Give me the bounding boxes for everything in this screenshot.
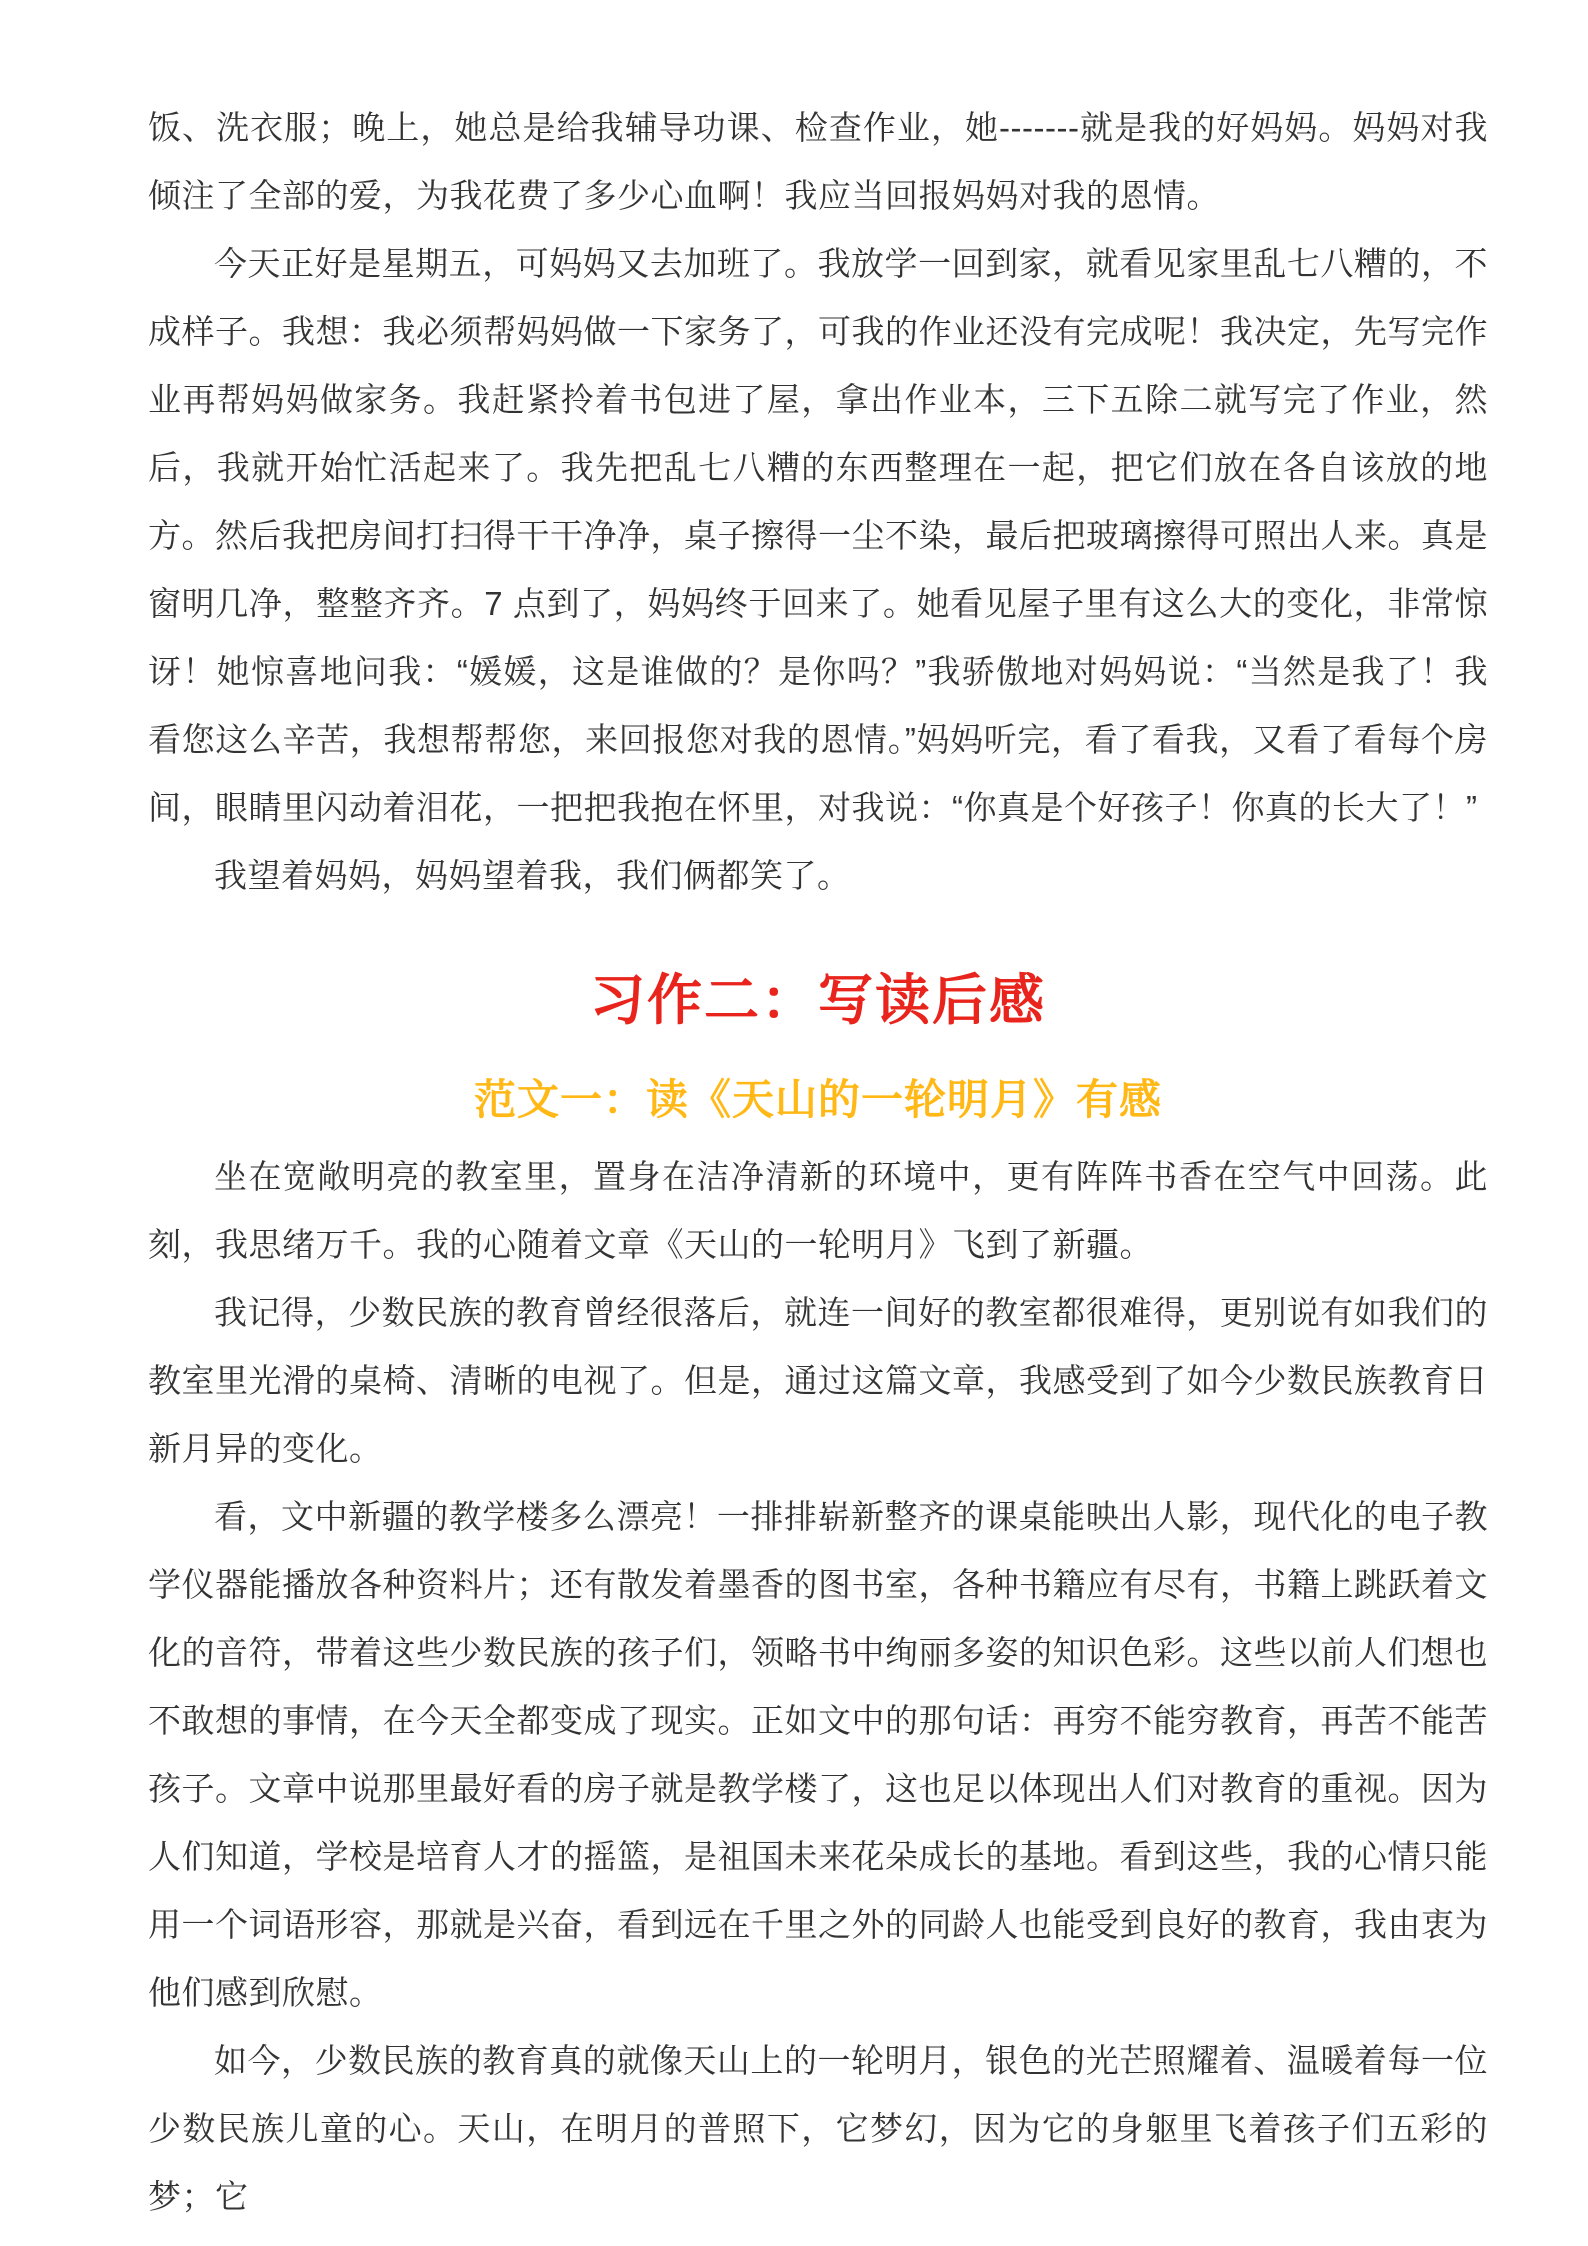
essay1-paragraph-friday: 今天正好是星期五，可妈妈又去加班了。我放学一回到家，就看见家里乱七八糟的，不成样子。我想：我必须帮妈妈做一下家务了，可我的作业还没有完成呢！我决定，先写完作业再帮妈妈做家务。我赶紧拎着书包进了屋，拿出作业本，三下五除二就写完了作业，然后，我就开始忙活起来了。我先把乱七八糟的东西整理在一起，把它们放在各自该放的地方。然后我把房间打扫得干干净净，桌子擦得一尘不染，最后把玻璃擦得可照出人来。真是窗明几净，整整齐齐。7 点到了，妈妈终于回来了。她看见屋子里有这么大的变化，非常惊讶！她惊喜地问我：“媛媛，这是谁做的？是你吗？”我骄傲地对妈妈说：“当然是我了！我看您这么辛苦，我想帮帮您，来回报您对我的恩情。”妈妈听完，看了看我，又看了看每个房间，眼睛里闪动着泪花，一把把我抱在怀里，对我说：“你真是个好孩子！你真的长大了！”: [148, 245, 1488, 826]
essay2-paragraph-school: 看，文中新疆的教学楼多么漂亮！一排排崭新整齐的课桌能映出人影，现代化的电子教学仪器能播放各种资料片；还有散发着墨香的图书室，各种书籍应有尽有，书籍上跳跃着文化的音符，带着这些少数民族的孩子们，领略书中绚丽多姿的知识色彩。这些以前人们想也不敢想的事情，在今天全都变成了现实。正如文中的那句话：再穷不能穷教育，再苦不能苦孩子。文章中说那里最好看的房子就是教学楼了，这也足以体现出人们对教育的重视。因为人们知道，学校是培育人才的摇篮，是祖国未来花朵成长的基地。看到这些，我的心情只能用一个词语形容，那就是兴奋，看到远在千里之外的同龄人也能受到良好的教育，我由衷为他们感到欣慰。: [148, 1498, 1488, 2011]
essay2-paragraph-moon: 如今，少数民族的教育真的就像天山上的一轮明月，银色的光芒照耀着、温暖着每一位少数民族儿童的心。天山，在明月的普照下，它梦幻，因为它的身躯里飞着孩子们五彩的梦；它: [148, 2042, 1488, 2215]
section-title: 习作二：写读后感: [589, 969, 1046, 1031]
essay1-paragraph-continuation: 饭、洗衣服；晚上，她总是给我辅导功课、检查作业，她-------就是我的好妈妈。妈妈对我倾注了全部的爱，为我花费了多少心血啊！我应当回报妈妈对我的恩情。: [148, 109, 1488, 214]
section-subtitle: 范文一：读《天山的一轮明月》有感: [473, 1076, 1162, 1123]
essay1-paragraph-ending: 我望着妈妈，妈妈望着我，我们俩都笑了。: [214, 857, 851, 894]
essay2-paragraph-memory: 我记得，少数民族的教育曾经很落后，就连一间好的教室都很难得，更别说有如我们的教室里光滑的桌椅、清晰的电视了。但是，通过这篇文章，我感受到了如今少数民族教育日新月异的变化。: [148, 1294, 1488, 1467]
essay2-paragraph-intro: 坐在宽敞明亮的教室里，置身在洁净清新的环境中，更有阵阵书香在空气中回荡。此刻，我思绪万千。我的心随着文章《天山的一轮明月》飞到了新疆。: [148, 1158, 1488, 1263]
